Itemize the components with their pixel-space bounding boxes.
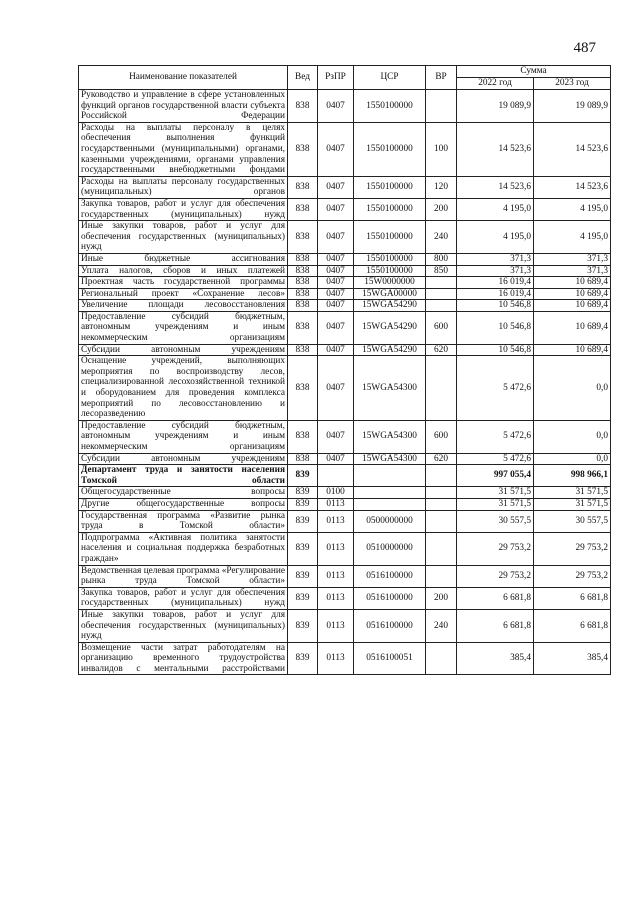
row-rzpr: 0407 xyxy=(318,122,354,176)
row-name: Общегосударственные вопросы xyxy=(79,487,288,499)
row-sum-2023: 31 571,5 xyxy=(534,498,611,510)
table-row xyxy=(79,420,611,453)
row-rzpr: 0407 xyxy=(318,453,354,465)
row-name: Предоставление субсидий бюджетным, автономным учреждениям и иным некоммерческим организациям xyxy=(79,420,288,453)
row-name: Расходы на выплаты персоналу государственных (муниципальных) органов xyxy=(79,176,288,198)
header-vr: ВР xyxy=(426,66,457,90)
row-vr xyxy=(426,300,457,312)
row-vr: 600 xyxy=(426,420,457,453)
row-rzpr: 0407 xyxy=(318,288,354,300)
header-csr: ЦСР xyxy=(354,66,426,90)
table-row xyxy=(79,311,611,344)
row-vr xyxy=(426,465,457,487)
row-sum-2022: 29 753,2 xyxy=(457,532,534,565)
row-rzpr: 0113 xyxy=(318,587,354,609)
row-vr xyxy=(426,356,457,421)
table-row xyxy=(79,356,611,421)
row-csr: 15WGA54300 xyxy=(354,453,426,465)
row-csr: 0516100051 xyxy=(354,642,426,675)
row-name: Уплата налогов, сборов и иных платежей xyxy=(79,265,288,277)
row-csr: 0516100000 xyxy=(354,565,426,587)
row-sum-2022: 16 019,4 xyxy=(457,288,534,300)
row-sum-2022: 997 055,4 xyxy=(457,465,534,487)
row-csr: 0516100000 xyxy=(354,587,426,609)
table-row xyxy=(79,609,611,642)
row-sum-2023: 31 571,5 xyxy=(534,487,611,499)
row-sum-2022: 4 195,0 xyxy=(457,221,534,254)
row-sum-2022: 31 571,5 xyxy=(457,498,534,510)
row-vr: 100 xyxy=(426,122,457,176)
row-sum-2022: 371,3 xyxy=(457,265,534,277)
row-name: Закупка товаров, работ и услуг для обеспечения государственных (муниципальных) нужд xyxy=(79,198,288,220)
row-ved: 838 xyxy=(288,221,318,254)
row-ved: 838 xyxy=(288,277,318,289)
row-sum-2023: 30 557,5 xyxy=(534,510,611,532)
row-name: Иные бюджетные ассигнования xyxy=(79,253,288,265)
row-ved: 838 xyxy=(288,253,318,265)
row-vr xyxy=(426,487,457,499)
row-sum-2022: 16 019,4 xyxy=(457,277,534,289)
row-sum-2023: 4 195,0 xyxy=(534,221,611,254)
row-csr: 1550100000 xyxy=(354,176,426,198)
row-sum-2022: 19 089,9 xyxy=(457,90,534,123)
row-sum-2022: 4 195,0 xyxy=(457,198,534,220)
row-sum-2023: 29 753,2 xyxy=(534,532,611,565)
row-ved: 839 xyxy=(288,587,318,609)
row-rzpr xyxy=(318,465,354,487)
row-csr xyxy=(354,465,426,487)
row-ved: 838 xyxy=(288,344,318,356)
table-row xyxy=(79,253,611,265)
table-row xyxy=(79,198,611,220)
row-name: Руководство и управление в сфере установленных функций органов государственной власти субъекта Российской Федерации xyxy=(79,90,288,123)
row-rzpr: 0407 xyxy=(318,344,354,356)
row-csr: 1550100000 xyxy=(354,221,426,254)
row-sum-2023: 371,3 xyxy=(534,253,611,265)
row-rzpr: 0407 xyxy=(318,253,354,265)
table-row xyxy=(79,465,611,487)
row-vr: 850 xyxy=(426,265,457,277)
header-year-2022: 2022 год xyxy=(457,78,534,90)
row-sum-2023: 29 753,2 xyxy=(534,565,611,587)
row-rzpr: 0113 xyxy=(318,532,354,565)
row-csr: 1550100000 xyxy=(354,265,426,277)
row-sum-2022: 14 523,6 xyxy=(457,176,534,198)
row-sum-2023: 10 689,4 xyxy=(534,277,611,289)
budget-table xyxy=(78,65,611,675)
row-csr: 1550100000 xyxy=(354,198,426,220)
row-name: Иные закупки товаров, работ и услуг для обеспечения государственных (муниципальных) нужд xyxy=(79,221,288,254)
row-ved: 838 xyxy=(288,176,318,198)
table-row xyxy=(79,453,611,465)
row-rzpr: 0407 xyxy=(318,265,354,277)
row-name: Проектная часть государственной программы xyxy=(79,277,288,289)
row-vr xyxy=(426,510,457,532)
row-ved: 838 xyxy=(288,453,318,465)
row-sum-2023: 10 689,4 xyxy=(534,288,611,300)
header-rzpr: РзПР xyxy=(318,66,354,90)
table-row xyxy=(79,487,611,499)
row-rzpr: 0407 xyxy=(318,300,354,312)
row-rzpr: 0113 xyxy=(318,565,354,587)
row-ved: 839 xyxy=(288,609,318,642)
row-sum-2023: 371,3 xyxy=(534,265,611,277)
table-row xyxy=(79,344,611,356)
row-vr: 600 xyxy=(426,311,457,344)
row-sum-2022: 5 472,6 xyxy=(457,453,534,465)
row-name: Возмещение части затрат работодателям на организацию временного трудоустройства инвалидов с ментальными расстройствами xyxy=(79,642,288,675)
table-row xyxy=(79,221,611,254)
row-ved: 839 xyxy=(288,642,318,675)
row-name: Оснащение учреждений, выполняющих мероприятия по воспроизводству лесов, специализированной лесохозяйственной техникой и оборудованием для проведения комплекса мероприятий по лесовосстановлению и лесоразведению xyxy=(79,356,288,421)
row-csr xyxy=(354,487,426,499)
row-rzpr: 0407 xyxy=(318,356,354,421)
row-ved: 838 xyxy=(288,288,318,300)
row-sum-2023: 998 966,1 xyxy=(534,465,611,487)
row-name: Ведомственная целевая программа «Регулирование рынка труда Томской области» xyxy=(79,565,288,587)
row-rzpr: 0407 xyxy=(318,90,354,123)
row-sum-2022: 6 681,8 xyxy=(457,609,534,642)
row-rzpr: 0407 xyxy=(318,420,354,453)
row-vr: 620 xyxy=(426,453,457,465)
row-sum-2023: 0,0 xyxy=(534,356,611,421)
row-name: Субсидии автономным учреждениям xyxy=(79,344,288,356)
row-name: Региональный проект «Сохранение лесов» xyxy=(79,288,288,300)
table-row xyxy=(79,300,611,312)
row-sum-2022: 6 681,8 xyxy=(457,587,534,609)
row-sum-2023: 19 089,9 xyxy=(534,90,611,123)
row-ved: 838 xyxy=(288,420,318,453)
row-ved: 839 xyxy=(288,532,318,565)
row-csr: 15WGA54290 xyxy=(354,344,426,356)
row-sum-2023: 6 681,8 xyxy=(534,587,611,609)
row-csr: 1550100000 xyxy=(354,253,426,265)
row-vr: 240 xyxy=(426,221,457,254)
row-name: Подпрограмма «Активная политика занятости населения и социальная поддержка безработных граждан» xyxy=(79,532,288,565)
row-sum-2023: 0,0 xyxy=(534,453,611,465)
row-csr: 1550100000 xyxy=(354,90,426,123)
row-ved: 838 xyxy=(288,300,318,312)
page-number: 487 xyxy=(573,40,596,56)
row-ved: 838 xyxy=(288,198,318,220)
header-name: Наименование показателей xyxy=(79,66,288,90)
row-vr: 200 xyxy=(426,198,457,220)
row-sum-2023: 14 523,6 xyxy=(534,176,611,198)
row-sum-2022: 10 546,8 xyxy=(457,300,534,312)
row-ved: 838 xyxy=(288,356,318,421)
row-ved: 839 xyxy=(288,565,318,587)
row-name: Другие общегосударственные вопросы xyxy=(79,498,288,510)
row-sum-2023: 10 689,4 xyxy=(534,300,611,312)
table-row xyxy=(79,288,611,300)
row-sum-2023: 6 681,8 xyxy=(534,609,611,642)
row-vr xyxy=(426,288,457,300)
table-row xyxy=(79,498,611,510)
row-csr: 15WGA00000 xyxy=(354,288,426,300)
row-sum-2022: 31 571,5 xyxy=(457,487,534,499)
row-rzpr: 0407 xyxy=(318,311,354,344)
row-sum-2022: 10 546,8 xyxy=(457,311,534,344)
row-sum-2022: 371,3 xyxy=(457,253,534,265)
row-vr xyxy=(426,565,457,587)
row-csr xyxy=(354,498,426,510)
row-sum-2022: 385,4 xyxy=(457,642,534,675)
header-year-2023: 2023 год xyxy=(534,78,611,90)
row-name: Субсидии автономным учреждениям xyxy=(79,453,288,465)
row-name: Государственная программа «Развитие рынка труда в Томской области» xyxy=(79,510,288,532)
row-csr: 0500000000 xyxy=(354,510,426,532)
row-ved: 838 xyxy=(288,122,318,176)
row-sum-2023: 385,4 xyxy=(534,642,611,675)
table-row xyxy=(79,510,611,532)
row-vr xyxy=(426,532,457,565)
row-name: Закупка товаров, работ и услуг для обеспечения государственных (муниципальных) нужд xyxy=(79,587,288,609)
table-row xyxy=(79,265,611,277)
row-sum-2022: 14 523,6 xyxy=(457,122,534,176)
row-rzpr: 0113 xyxy=(318,498,354,510)
table-row xyxy=(79,277,611,289)
row-vr xyxy=(426,90,457,123)
row-vr: 620 xyxy=(426,344,457,356)
row-rzpr: 0100 xyxy=(318,487,354,499)
row-vr xyxy=(426,277,457,289)
row-ved: 839 xyxy=(288,487,318,499)
row-csr: 15WGA54290 xyxy=(354,300,426,312)
row-csr: 1550100000 xyxy=(354,122,426,176)
row-sum-2023: 10 689,4 xyxy=(534,311,611,344)
row-vr: 240 xyxy=(426,609,457,642)
row-vr: 200 xyxy=(426,587,457,609)
table-row xyxy=(79,642,611,675)
row-vr: 800 xyxy=(426,253,457,265)
row-vr xyxy=(426,498,457,510)
table-row xyxy=(79,587,611,609)
table-row xyxy=(79,565,611,587)
row-rzpr: 0407 xyxy=(318,176,354,198)
table-body xyxy=(79,90,611,675)
row-sum-2023: 0,0 xyxy=(534,420,611,453)
table-row xyxy=(79,90,611,123)
table-row xyxy=(79,532,611,565)
row-rzpr: 0407 xyxy=(318,221,354,254)
row-csr: 15WGA54300 xyxy=(354,356,426,421)
header-ved: Вед xyxy=(288,66,318,90)
row-sum-2023: 4 195,0 xyxy=(534,198,611,220)
row-rzpr: 0113 xyxy=(318,609,354,642)
row-ved: 839 xyxy=(288,465,318,487)
row-name: Предоставление субсидий бюджетным, автономным учреждениям и иным некоммерческим организациям xyxy=(79,311,288,344)
row-name: Расходы на выплаты персоналу в целях обеспечения выполнения функций государственными (муниципальными) органами, казенными учреждениями, органами управления государственными внебюджетными фондами xyxy=(79,122,288,176)
row-rzpr: 0407 xyxy=(318,277,354,289)
row-ved: 839 xyxy=(288,498,318,510)
row-vr xyxy=(426,642,457,675)
row-ved: 838 xyxy=(288,311,318,344)
row-csr: 0516100000 xyxy=(354,609,426,642)
row-rzpr: 0407 xyxy=(318,198,354,220)
row-name: Увеличение площади лесовосстановления xyxy=(79,300,288,312)
row-name: Иные закупки товаров, работ и услуг для обеспечения государственных (муниципальных) нужд xyxy=(79,609,288,642)
row-rzpr: 0113 xyxy=(318,510,354,532)
row-sum-2022: 29 753,2 xyxy=(457,565,534,587)
header-sum: Сумма xyxy=(457,66,611,78)
row-csr: 15WGA54300 xyxy=(354,420,426,453)
table-row xyxy=(79,176,611,198)
row-sum-2022: 5 472,6 xyxy=(457,420,534,453)
row-sum-2023: 14 523,6 xyxy=(534,122,611,176)
row-ved: 839 xyxy=(288,510,318,532)
row-sum-2023: 10 689,4 xyxy=(534,344,611,356)
row-rzpr: 0113 xyxy=(318,642,354,675)
row-vr: 120 xyxy=(426,176,457,198)
row-ved: 838 xyxy=(288,90,318,123)
row-sum-2022: 5 472,6 xyxy=(457,356,534,421)
row-csr: 15W0000000 xyxy=(354,277,426,289)
row-sum-2022: 10 546,8 xyxy=(457,344,534,356)
row-name: Департамент труда и занятости населения Томской области xyxy=(79,465,288,487)
row-ved: 838 xyxy=(288,265,318,277)
row-sum-2022: 30 557,5 xyxy=(457,510,534,532)
row-csr: 0510000000 xyxy=(354,532,426,565)
row-csr: 15WGA54290 xyxy=(354,311,426,344)
table-row xyxy=(79,122,611,176)
